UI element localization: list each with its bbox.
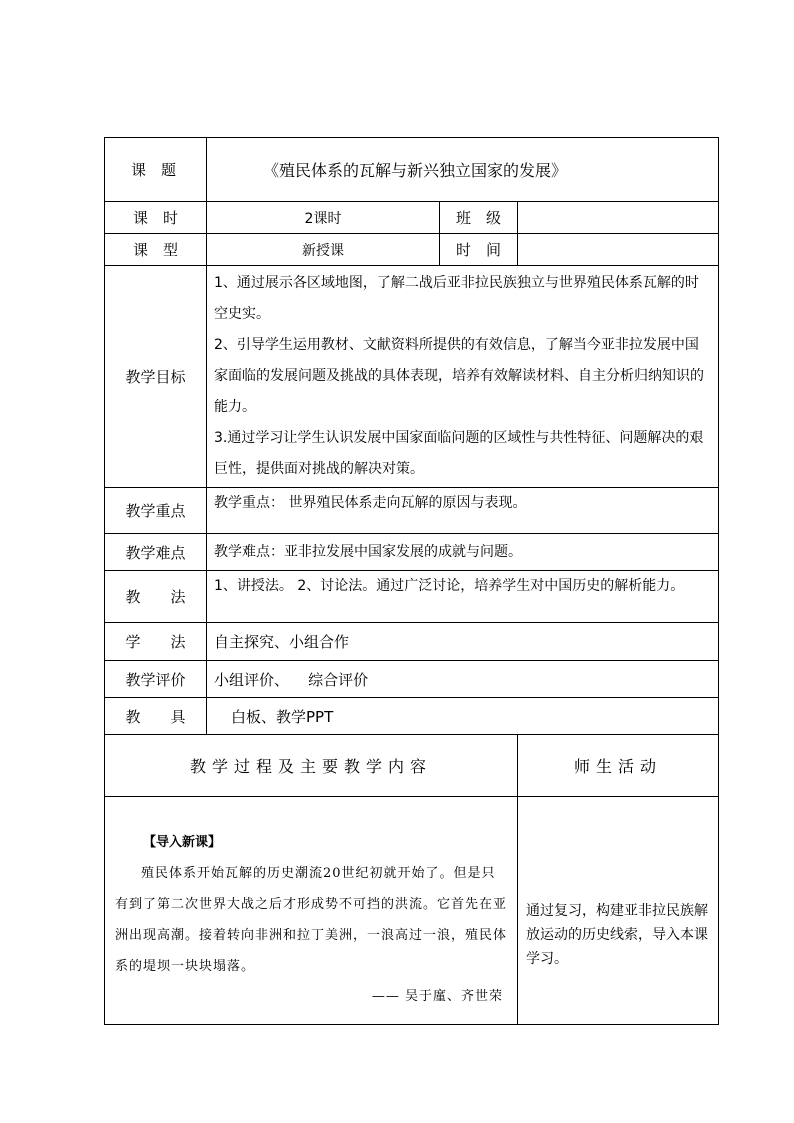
teaching-methods-row — [105, 571, 719, 623]
hours-row — [105, 202, 719, 234]
evaluation-row — [105, 661, 719, 698]
teaching-methods-value: 1、讲授法。 2、讨论法。通过广泛讨论，培养学生对中国历史的解析能力。 — [207, 571, 719, 623]
lesson-hours-value: 2课时 — [207, 202, 440, 234]
difficulties-label: 教学难点 — [105, 534, 207, 571]
objective-item: 1、通过展示各区域地图，了解二战后亚非拉民族独立与世界殖民体系瓦解的时空史实。 — [214, 275, 699, 322]
evaluation-value: 小组评价、 综合评价 — [207, 661, 719, 698]
process-header-row — [105, 735, 719, 797]
learning-methods-value: 自主探究、小组合作 — [207, 623, 719, 661]
topic-row — [105, 138, 719, 202]
learning-methods-label: 学 法 — [105, 623, 207, 661]
lesson-type-label: 课 型 — [105, 234, 207, 266]
teacher-student-activity: 通过复习，构建亚非拉民族解放运动的历史线索，导入本课学习。 — [518, 797, 719, 1025]
intro-quote: 殖民体系开始瓦解的历史潮流20世纪初就开始了。但是只有到了第二次世界大战之后才形成势不可挡的洪流。它首先在亚洲出现高潮。接着转向非洲和拉丁美洲，一浪高过一浪，殖民体系的堤坝一块块塌落。 — [115, 866, 508, 974]
topic-label: 课 题 — [105, 138, 207, 202]
time-value — [518, 234, 719, 266]
lesson-type-value: 新授课 — [207, 234, 440, 266]
teaching-methods-label: 教 法 — [105, 571, 207, 623]
key-points-label: 教学重点 — [105, 488, 207, 534]
key-points-value: 教学重点： 世界殖民体系走向瓦解的原因与表现。 — [207, 488, 719, 534]
process-header: 教学过程及主要教学内容 — [105, 735, 518, 797]
lesson-plan — [104, 137, 718, 1025]
topic-value: 《殖民体系的瓦解与新兴独立国家的发展》 — [207, 138, 719, 202]
objectives-row — [105, 266, 719, 488]
tools-row — [105, 698, 719, 735]
class-value — [518, 202, 719, 234]
class-label: 班 级 — [440, 202, 518, 234]
time-label: 时 间 — [440, 234, 518, 266]
objective-item: 2、引导学生运用教材、文献资料所提供的有效信息，了解当今亚非拉发展中国家面临的发展问题及挑战的具体表现，培养有效解读材料、自主分析归纳知识的能力。 — [214, 337, 704, 415]
type-row — [105, 234, 719, 266]
objectives-label: 教学目标 — [105, 266, 207, 488]
evaluation-label: 教学评价 — [105, 661, 207, 698]
lesson-plan-table — [104, 137, 719, 1025]
process-content-row — [105, 797, 719, 1025]
difficulties-value: 教学难点：亚非拉发展中国家发展的成就与问题。 — [207, 534, 719, 571]
activity-header: 师生活动 — [518, 735, 719, 797]
quote-source: —— 吴于廑、齐世荣 — [371, 989, 503, 1004]
tools-value: 白板、教学PPT — [207, 698, 719, 735]
process-content — [105, 797, 518, 1025]
difficulties-row — [105, 534, 719, 571]
lesson-hours-label: 课 时 — [105, 202, 207, 234]
tools-label: 教 具 — [105, 698, 207, 735]
learning-methods-row — [105, 623, 719, 661]
objective-item: 3.通过学习让学生认识发展中国家面临问题的区域性与共性特征、问题解决的艰巨性，提供面对挑战的解决对策。 — [214, 430, 704, 477]
key-points-row — [105, 488, 719, 534]
intro-title: 【导入新课】 — [143, 835, 222, 850]
objectives-content — [207, 266, 719, 488]
